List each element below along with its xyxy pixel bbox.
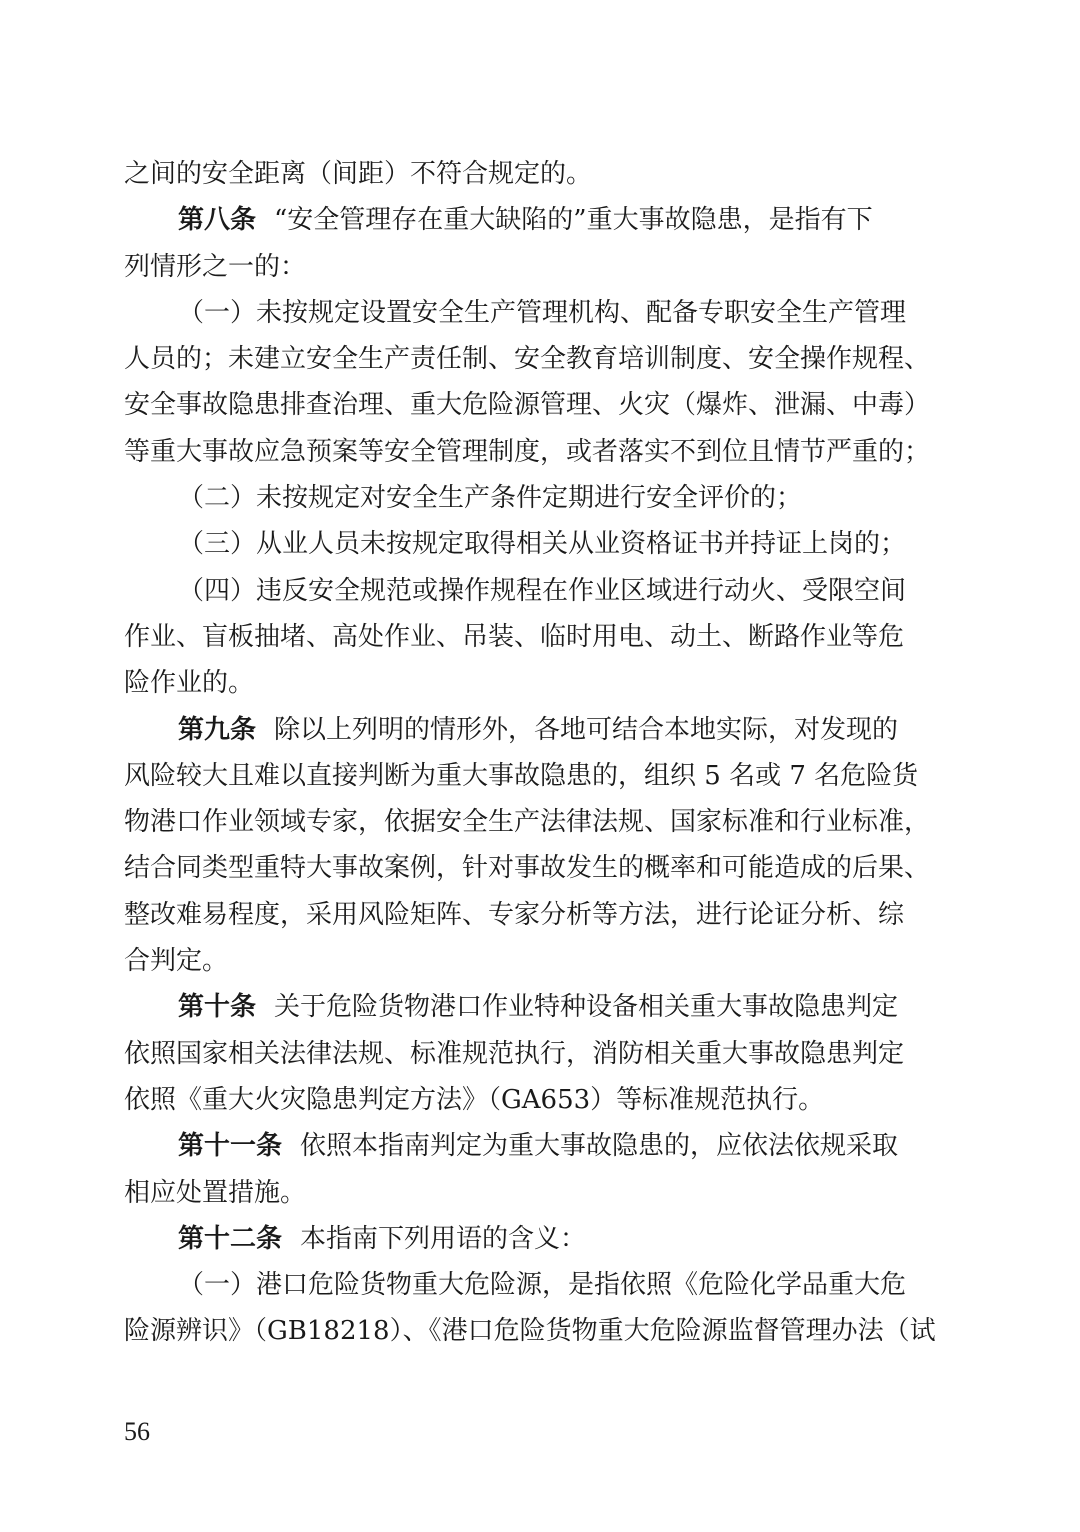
text-line: 第九条 除以上列明的情形外，各地可结合本地实际，对发现的 [178,714,899,745]
text-line: 第十一条 依照本指南判定为重大事故隐患的，应依法依规采取 [178,1131,899,1162]
text-line: 依照国家相关法律法规、标准规范执行，消防相关重大事故隐患判定 [124,1038,905,1069]
text-line: 相应处置措施。 [124,1177,307,1208]
text-line: 等重大事故应急预案等安全管理制度，或者落实不到位且情节严重的； [124,436,931,467]
text-line: 第八条 “安全管理存在重大缺陷的”重大事故隐患，是指有下 [178,205,873,236]
text-line: 之间的安全距离（间距）不符合规定的。 [124,159,593,189]
text-line: 物港口作业领域专家，依据安全生产法律法规、国家标准和行业标准， [124,807,931,838]
text-line: （一）未按规定设置安全生产管理机构、配备专职安全生产管理 [178,297,907,328]
article-heading: 第九条 [178,714,257,745]
text-line: （二）未按规定对安全生产条件定期进行安全评价的； [178,483,803,514]
article-heading: 第十一条 [178,1131,283,1162]
text-line: 依照《重大火灾隐患判定方法》（GA653）等标准规范执行。 [124,1084,825,1115]
text-line: 人员的；未建立安全生产责任制、安全教育培训制度、安全操作规程、 [124,344,931,375]
text-line: 险源辨识》（GB18218）、《港口危险货物重大危险源监督管理办法（试 [124,1316,936,1347]
text-line: 险作业的。 [124,668,255,699]
text-line: 第十二条 本指南下列用语的含义： [178,1223,587,1254]
text-line: 安全事故隐患排查治理、重大危险源管理、火灾（爆炸、泄漏、中毒） [124,390,931,421]
article-heading: 第十二条 [178,1223,283,1254]
document-body [124,151,956,1355]
text-line: 结合同类型重特大事故案例，针对事故发生的概率和可能造成的后果、 [124,853,931,884]
text-line: （四）违反安全规范或操作规程在作业区域进行动火、受限空间 [178,575,907,606]
text-line: 列情形之一的： [124,251,307,282]
text-line: （三）从业人员未按规定取得相关从业资格证书并持证上岗的； [178,529,907,560]
text-line: 整改难易程度，采用风险矩阵、专家分析等方法，进行论证分析、综 [124,899,905,930]
article-heading: 第十条 [178,992,257,1023]
text-line: 合判定。 [124,946,229,977]
article-heading: 第八条 [178,205,257,236]
text-line: 第十条 关于危险货物港口作业特种设备相关重大事故隐患判定 [178,992,899,1023]
text-line: （一）港口危险货物重大危险源，是指依照《危险化学品重大危 [178,1270,907,1301]
page-number: 56 [124,1417,150,1446]
text-line: 风险较大且难以直接判断为重大事故隐患的，组织 5 名或 7 名危险货 [124,760,919,791]
text-line: 作业、盲板抽堵、高处作业、吊装、临时用电、动土、断路作业等危 [124,621,905,652]
